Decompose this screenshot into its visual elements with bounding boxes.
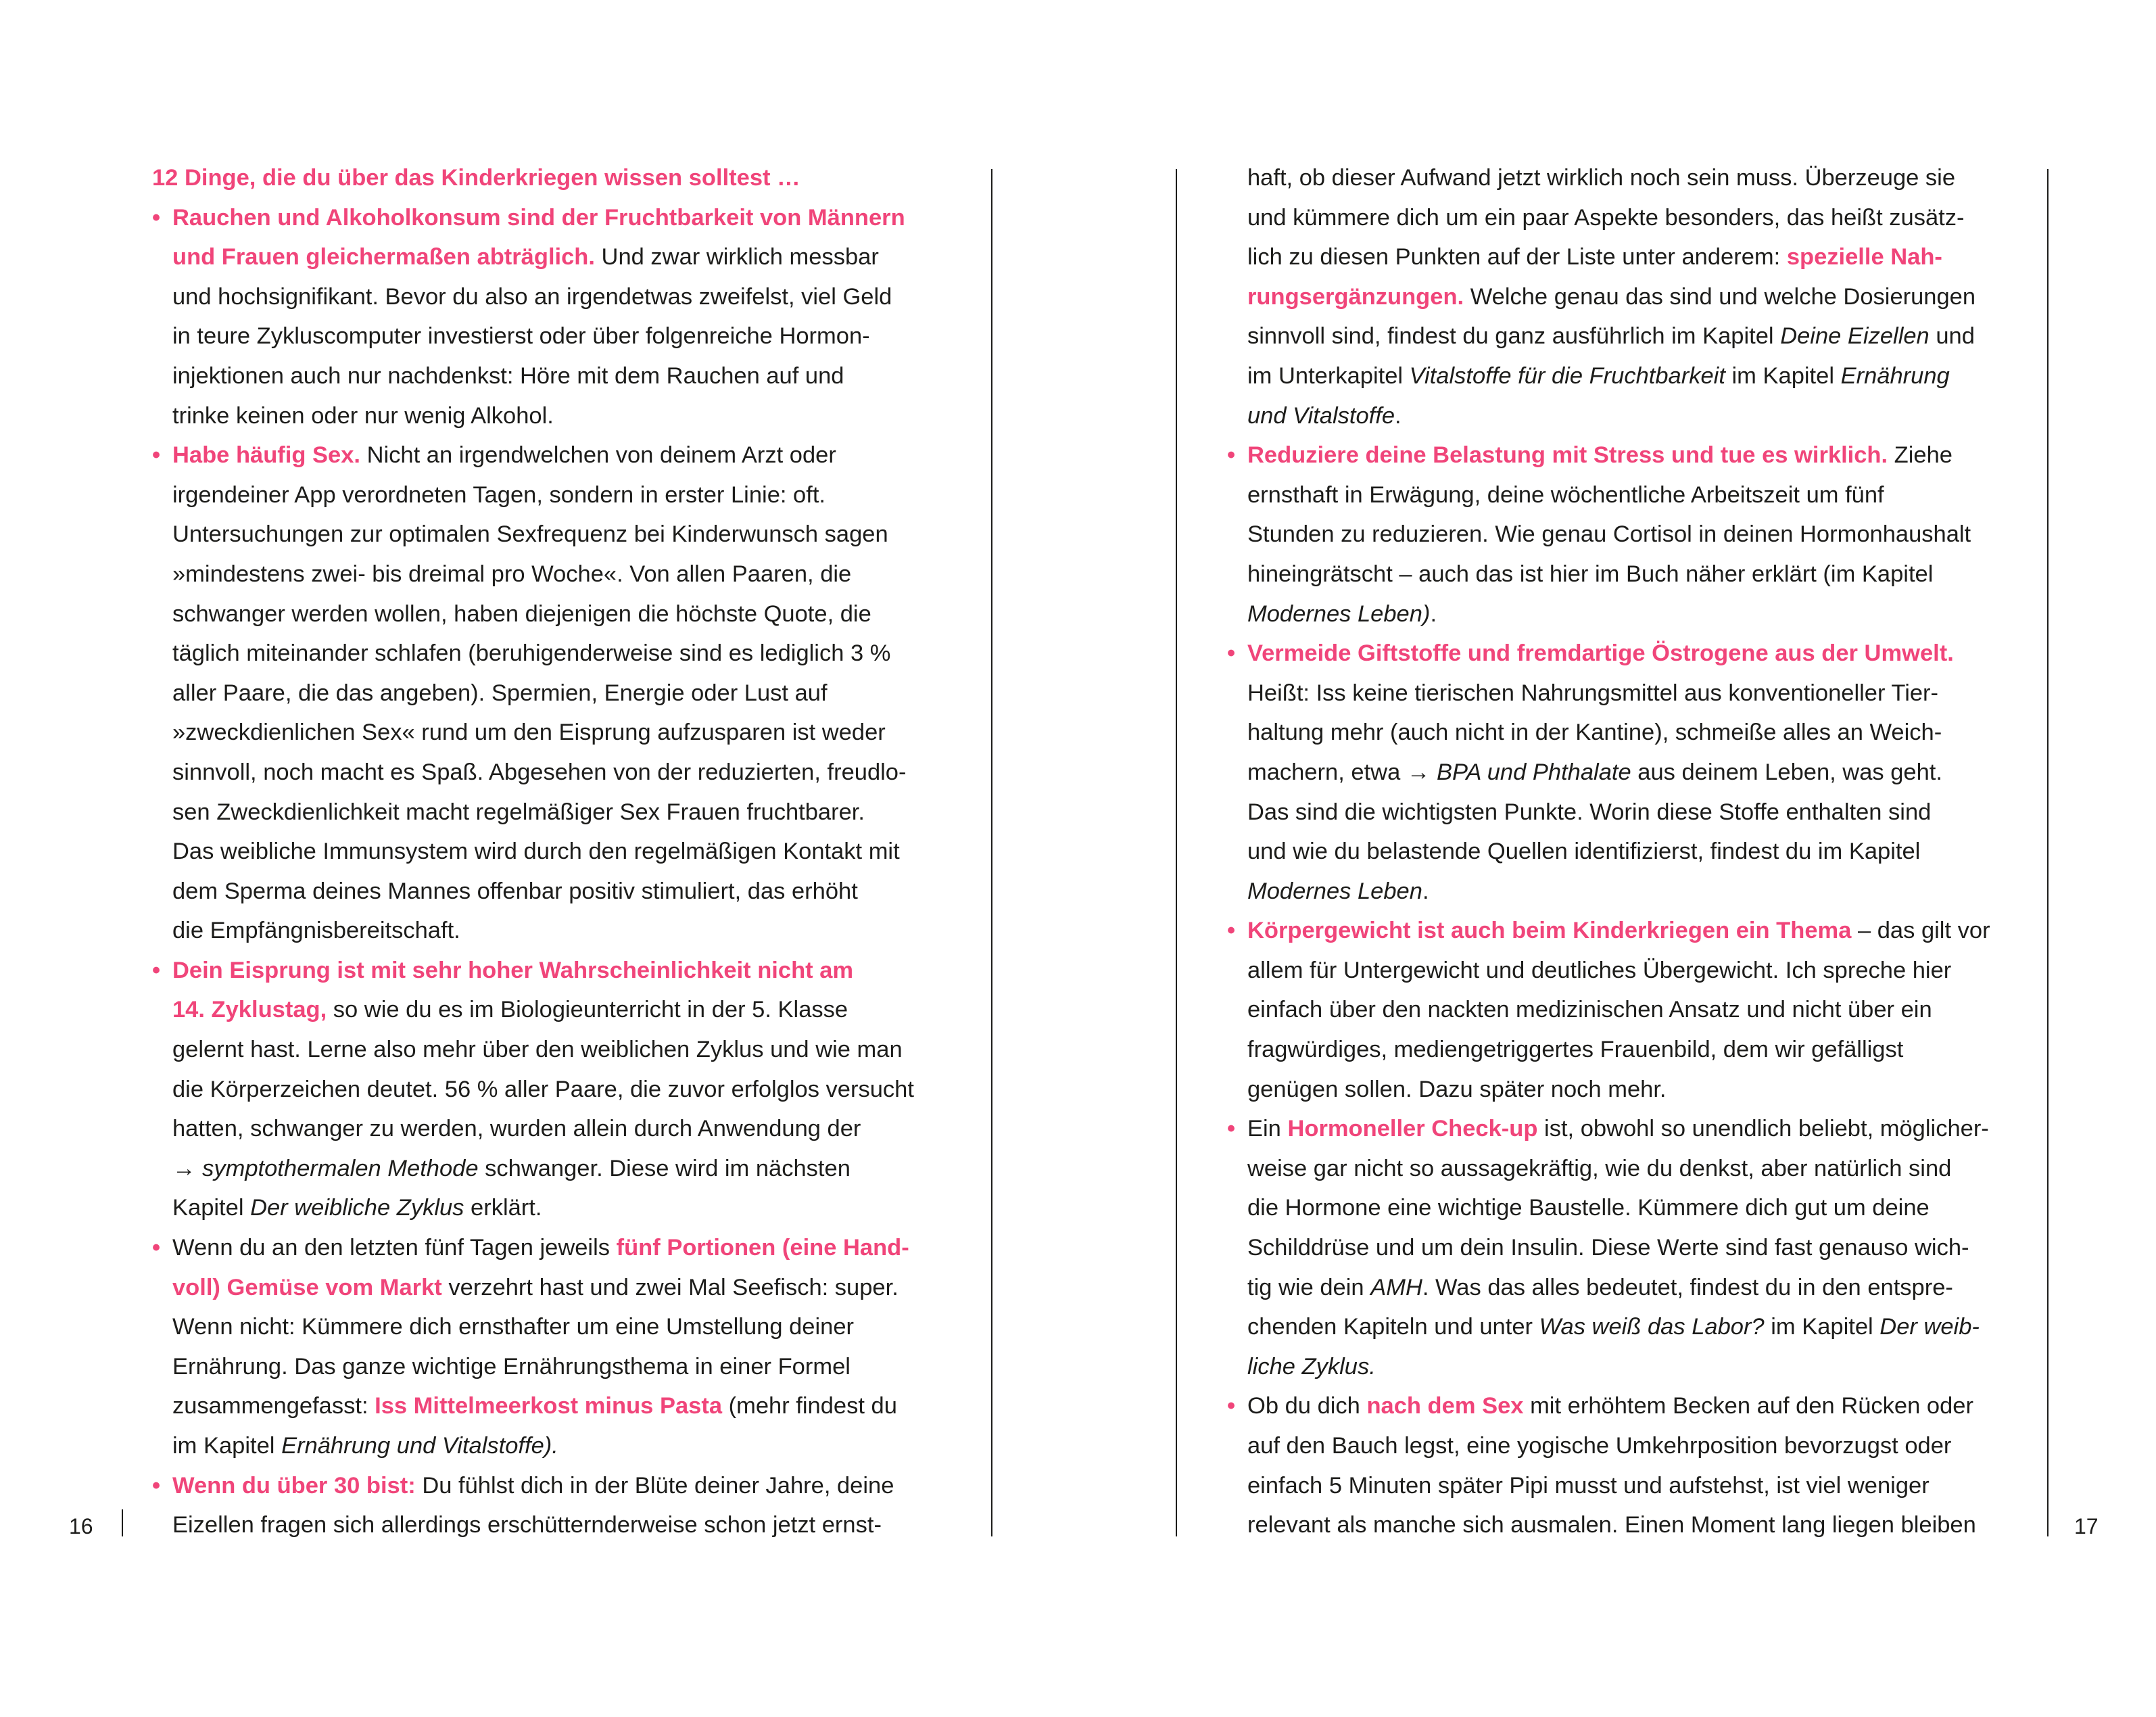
italic-reference: und Vitalstoffe — [1247, 402, 1395, 429]
body-text: zusammengefasst: — [172, 1393, 375, 1419]
body-text: . — [1430, 601, 1437, 627]
page-number-right: 17 — [2074, 1514, 2099, 1538]
body-text: verzehrt hast und zwei Mal Seefisch: super. — [441, 1274, 899, 1300]
text-line — [152, 793, 970, 832]
text-line — [152, 911, 970, 951]
text-line — [1227, 1307, 2018, 1347]
body-text: – das gilt vor — [1851, 918, 1990, 944]
body-text: gelernt hast. Lerne also mehr über den weiblichen Zyklus und wie man — [172, 1037, 903, 1063]
text-line — [1227, 1386, 2018, 1426]
text-line — [152, 1188, 970, 1228]
page-number-left: 16 — [69, 1514, 93, 1538]
body-text: so wie du es im Biologieunterricht in der 5. Klasse — [327, 997, 848, 1023]
text-line — [152, 396, 970, 436]
text-line — [1227, 158, 2018, 198]
text-line — [1227, 1030, 2018, 1070]
body-text: erklärt. — [464, 1195, 542, 1221]
body-text: chenden Kapiteln und unter — [1247, 1314, 1539, 1340]
text-line — [152, 158, 970, 198]
italic-reference: Der weibliche Zyklus — [250, 1195, 464, 1221]
text-line — [1227, 1070, 2018, 1110]
highlight-text: Vermeide Giftstoffe und fremdartige Östrogene aus der Umwelt. — [1247, 640, 1954, 667]
body-text: ist, obwohl so unendlich beliebt, möglicher- — [1537, 1116, 1989, 1142]
bullet-icon: • — [152, 442, 161, 469]
body-text: Stunden zu reduzieren. Wie genau Cortisol in deinen Hormonhaushalt — [1247, 521, 1971, 548]
body-text: Wenn nicht: Kümmere dich ernsthafter um eine Umstellung deiner — [172, 1314, 855, 1340]
body-text: Untersuchungen zur optimalen Sexfrequenz bei Kinderwunsch sagen — [172, 521, 888, 548]
bullet-icon: • — [152, 1472, 161, 1499]
body-text: trinke keinen oder nur wenig Alkohol. — [172, 402, 554, 429]
bullet-icon: • — [152, 957, 161, 983]
body-text: einfach über den nackten medizinischen Ansatz und nicht über ein — [1247, 997, 1932, 1023]
italic-reference: Vitalstoffe für die Fruchtbarkeit — [1409, 362, 1725, 389]
text-line — [1227, 555, 2018, 594]
text-line — [152, 951, 970, 991]
bullet-icon: • — [1227, 1393, 1236, 1419]
body-text: . — [1395, 402, 1402, 429]
bullet-icon: • — [1227, 640, 1236, 667]
right-page-text — [1227, 158, 2018, 1545]
body-text: aus deinem Leben, was geht. — [1631, 759, 1942, 785]
highlight-text: nach dem Sex — [1366, 1393, 1524, 1419]
right-page-margin-rule-outer — [2047, 169, 2049, 1536]
body-text: täglich miteinander schlafen (beruhigenderweise sind es lediglich 3 % — [172, 640, 891, 667]
text-line — [152, 674, 970, 713]
text-line — [1227, 832, 2018, 872]
text-line — [152, 1228, 970, 1268]
body-text: tig wie dein — [1247, 1274, 1371, 1300]
body-text: Das weibliche Immunsystem wird durch den regelmäßigen Kontakt mit — [172, 839, 900, 865]
text-line — [152, 1505, 970, 1545]
italic-reference: AMH — [1370, 1274, 1422, 1300]
bullet-icon: • — [1227, 918, 1236, 944]
text-line — [1227, 990, 2018, 1030]
left-page-text — [152, 158, 970, 1545]
body-text: haltung mehr (auch nicht in der Kantine), schmeiße alles an Weich- — [1247, 720, 1942, 746]
text-line — [1227, 872, 2018, 912]
highlight-text: 14. Zyklustag, — [172, 997, 327, 1023]
body-text: . Was das alles bedeutet, findest du in den entspre- — [1422, 1274, 1953, 1300]
italic-reference: symptothermalen Methode — [202, 1155, 479, 1181]
text-line — [152, 753, 970, 793]
bullet-icon: • — [1227, 442, 1236, 469]
text-line — [1227, 1268, 2018, 1308]
body-text: fragwürdiges, mediengetriggertes Frauenbild, dem wir gefälligst — [1247, 1037, 1904, 1063]
body-text: schwanger. Diese wird im nächsten — [478, 1155, 851, 1181]
body-text: und kümmere dich um ein paar Aspekte besonders, das heißt zusätz- — [1247, 204, 1965, 231]
text-line — [1227, 674, 2018, 713]
body-text: injektionen auch nur nachdenkst: Höre mit dem Rauchen auf und — [172, 362, 844, 389]
text-line — [152, 872, 970, 912]
text-line — [1227, 713, 2018, 753]
text-line — [1227, 237, 2018, 277]
text-line — [152, 1149, 970, 1189]
text-line — [1227, 1149, 2018, 1189]
highlight-text: rungsergänzungen. — [1247, 283, 1464, 310]
text-line — [152, 1070, 970, 1110]
text-line — [1227, 316, 2018, 356]
text-line — [152, 356, 970, 396]
body-text: im Unterkapitel — [1247, 362, 1410, 389]
italic-reference: Modernes Leben) — [1247, 601, 1431, 627]
text-line — [1227, 793, 2018, 832]
text-line — [152, 1466, 970, 1506]
italic-reference: Was weiß das Labor? — [1539, 1314, 1765, 1340]
body-text: weise gar nicht so aussagekräftig, wie du denkst, aber natürlich sind — [1247, 1155, 1952, 1181]
highlight-text: spezielle Nah- — [1786, 244, 1942, 271]
body-text: einfach 5 Minuten später Pipi musst und aufstehst, ist viel weniger — [1247, 1472, 1930, 1499]
body-text: allem für Untergewicht und deutliches Übergewicht. Ich spreche hier — [1247, 957, 1952, 983]
body-text: Ziehe — [1888, 442, 1953, 469]
text-line — [152, 555, 970, 594]
text-line — [152, 436, 970, 475]
body-text: mit erhöhtem Becken auf den Rücken oder — [1523, 1393, 1973, 1419]
italic-reference: BPA und Phthalate — [1436, 759, 1631, 785]
body-text: dem Sperma deines Mannes offenbar positiv stimuliert, das erhöht — [172, 878, 858, 904]
text-line — [1227, 1505, 2018, 1545]
body-text: Ob du dich — [1247, 1393, 1367, 1419]
body-text: relevant als manche sich ausmalen. Einen Moment lang liegen bleiben — [1247, 1512, 1976, 1538]
text-line — [152, 1030, 970, 1070]
body-text: schwanger werden wollen, haben diejenigen die höchste Quote, die — [172, 601, 871, 627]
highlight-text: und Frauen gleichermaßen abträglich. — [172, 244, 595, 271]
body-text: die Hormone eine wichtige Baustelle. Kümmere dich gut um deine — [1247, 1195, 1930, 1221]
body-text: Das sind die wichtigsten Punkte. Worin diese Stoffe enthalten sind — [1247, 799, 1932, 825]
italic-reference: liche Zyklus. — [1247, 1353, 1376, 1380]
italic-reference: Ernährung und Vitalstoffe). — [281, 1433, 558, 1459]
text-line — [1227, 951, 2018, 991]
body-text: auf den Bauch legst, eine yogische Umkehrposition bevorzugst oder — [1247, 1433, 1952, 1459]
italic-reference: Ernährung — [1840, 362, 1950, 389]
text-line — [1227, 356, 2018, 396]
text-line — [1227, 198, 2018, 238]
body-text: »zweckdienlichen Sex« rund um den Eisprung aufzusparen ist weder — [172, 720, 886, 746]
text-line — [152, 198, 970, 238]
body-text: Wenn du an den letzten fünf Tagen jeweils — [172, 1235, 617, 1261]
text-line — [152, 634, 970, 674]
left-page-margin-rule-inner — [991, 169, 992, 1536]
body-text: . — [1422, 878, 1429, 904]
text-line — [152, 1268, 970, 1308]
text-line — [152, 713, 970, 753]
text-line — [1227, 1188, 2018, 1228]
body-text: Nicht an irgendwelchen von deinem Arzt oder — [360, 442, 836, 469]
body-text: und hochsignifikant. Bevor du also an irgendetwas zweifelst, viel Geld — [172, 283, 892, 310]
highlight-text: Habe häufig Sex. — [172, 442, 360, 469]
body-text: im Kapitel — [1725, 362, 1841, 389]
text-line — [1227, 1228, 2018, 1268]
highlight-text: Dein Eisprung ist mit sehr hoher Wahrscheinlichkeit nicht am — [172, 957, 854, 983]
body-text: im Kapitel — [1764, 1314, 1880, 1340]
body-text: die Körperzeichen deutet. 56 % aller Paare, die zuvor erfolglos versucht — [172, 1076, 914, 1102]
text-line — [1227, 475, 2018, 515]
text-line — [1227, 594, 2018, 634]
body-text: sinnvoll sind, findest du ganz ausführlich im Kapitel — [1247, 323, 1781, 350]
text-line — [152, 515, 970, 555]
body-text: irgendeiner App verordneten Tagen, sondern in erster Linie: oft. — [172, 481, 825, 508]
text-line — [152, 1109, 970, 1149]
text-line — [152, 832, 970, 872]
text-line — [1227, 277, 2018, 317]
text-line — [152, 1307, 970, 1347]
highlight-text: voll) Gemüse vom Markt — [172, 1274, 442, 1300]
text-line — [1227, 1109, 2018, 1149]
text-line — [152, 316, 970, 356]
bullet-icon: • — [1227, 1116, 1236, 1142]
body-text: machern, etwa → — [1247, 759, 1437, 785]
italic-reference: Der weib- — [1879, 1314, 1980, 1340]
body-text: Ein — [1247, 1116, 1288, 1142]
body-text: hatten, schwanger zu werden, wurden allein durch Anwendung der — [172, 1116, 861, 1142]
text-line — [152, 1347, 970, 1387]
highlight-text: Iss Mittelmeerkost minus Pasta — [375, 1393, 723, 1419]
text-line — [1227, 515, 2018, 555]
body-text: Heißt: Iss keine tierischen Nahrungsmittel aus konventioneller Tier- — [1247, 680, 1939, 706]
body-text: ernsthaft in Erwägung, deine wöchentliche Arbeitszeit um fünf — [1247, 481, 1884, 508]
left-page-margin-rule-outer — [122, 1509, 123, 1536]
text-line — [1227, 753, 2018, 793]
right-page-margin-rule-inner — [1176, 169, 1177, 1536]
body-text: in teure Zykluscomputer investierst oder über folgenreiche Hormon- — [172, 323, 870, 350]
body-text: lich zu diesen Punkten auf der Liste unter anderem: — [1247, 244, 1787, 271]
text-line — [152, 237, 970, 277]
text-line — [152, 594, 970, 634]
body-text: die Empfängnisbereitschaft. — [172, 918, 460, 944]
text-line — [152, 990, 970, 1030]
body-text: Und zwar wirklich messbar — [594, 244, 879, 271]
highlight-text: Hormoneller Check-up — [1287, 1116, 1538, 1142]
body-text: Schilddrüse und um dein Insulin. Diese Werte sind fast genauso wich- — [1247, 1235, 1969, 1261]
body-text: »mindestens zwei- bis dreimal pro Woche«. Von allen Paaren, die — [172, 561, 852, 587]
italic-reference: Deine Eizellen — [1780, 323, 1930, 350]
body-text: (mehr findest du — [722, 1393, 897, 1419]
text-line — [152, 1386, 970, 1426]
highlight-text: Rauchen und Alkoholkonsum sind der Fruchtbarkeit von Männern — [172, 204, 905, 231]
body-text: hineingrätscht – auch das ist hier im Buch näher erklärt (im Kapitel — [1247, 561, 1934, 587]
highlight-text: Körpergewicht ist auch beim Kinderkriegen ein Thema — [1247, 918, 1852, 944]
body-text: und — [1929, 323, 1975, 350]
body-text: Welche genau das sind und welche Dosierungen — [1464, 283, 1976, 310]
text-line — [1227, 396, 2018, 436]
text-line — [1227, 1426, 2018, 1466]
bullet-icon: • — [152, 1235, 161, 1261]
text-line — [1227, 436, 2018, 475]
body-text: Du fühlst dich in der Blüte deiner Jahre, deine — [415, 1472, 894, 1499]
body-text: sen Zweckdienlichkeit macht regelmäßiger Sex Frauen fruchtbarer. — [172, 799, 865, 825]
body-text: haft, ob dieser Aufwand jetzt wirklich noch sein muss. Überzeuge sie — [1247, 165, 1956, 191]
body-text: Eizellen fragen sich allerdings erschütternderweise schon jetzt ernst- — [172, 1512, 882, 1538]
text-line — [1227, 1347, 2018, 1387]
body-text: sinnvoll, noch macht es Spaß. Abgesehen von der reduzierten, freudlo- — [172, 759, 907, 785]
body-text: Ernährung. Das ganze wichtige Ernährungsthema in einer Formel — [172, 1353, 851, 1380]
text-line — [1227, 1466, 2018, 1506]
text-line — [152, 1426, 970, 1466]
highlight-text: 12 Dinge, die du über das Kinderkriegen wissen solltest … — [152, 165, 800, 191]
highlight-text: Reduziere deine Belastung mit Stress und tue es wirklich. — [1247, 442, 1888, 469]
body-text: → — [172, 1155, 203, 1181]
body-text: aller Paare, die das angeben). Spermien, Energie oder Lust auf — [172, 680, 828, 706]
bullet-icon: • — [152, 204, 161, 231]
body-text: und wie du belastende Quellen identifizierst, findest du im Kapitel — [1247, 839, 1921, 865]
italic-reference: Modernes Leben — [1247, 878, 1422, 904]
text-line — [152, 475, 970, 515]
body-text: im Kapitel — [172, 1433, 282, 1459]
text-line — [1227, 634, 2018, 674]
body-text: genügen sollen. Dazu später noch mehr. — [1247, 1076, 1667, 1102]
highlight-text: Wenn du über 30 bist: — [172, 1472, 416, 1499]
body-text: Kapitel — [172, 1195, 251, 1221]
highlight-text: fünf Portionen (eine Hand- — [616, 1235, 909, 1261]
text-line — [152, 277, 970, 317]
text-line — [1227, 911, 2018, 951]
